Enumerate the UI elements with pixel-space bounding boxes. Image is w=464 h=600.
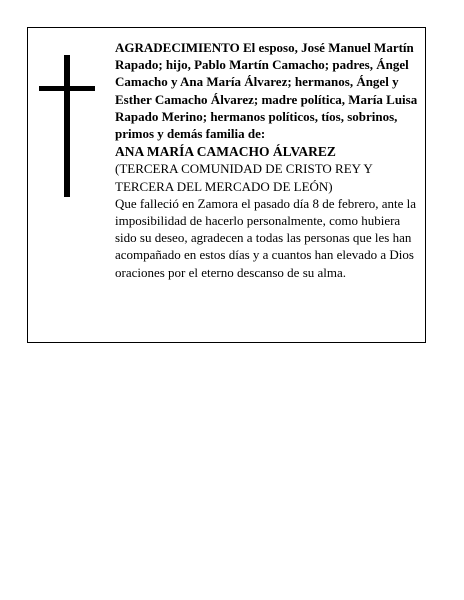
notice-text-block [115, 39, 421, 281]
cross-icon [39, 55, 95, 197]
cross-horizontal-bar [39, 86, 95, 91]
notice-heading: AGRADECIMIENTO [115, 40, 240, 55]
obituary-notice [27, 27, 426, 343]
cross-vertical-bar [64, 55, 70, 197]
notice-family-list: El esposo, José Manuel Martín Rapado; hijo, Pablo Martín Camacho; padres, Ángel Camacho y Ana María Álvarez; hermanos, Ángel y Esther Camacho Álvarez; madre política, María Luisa Rapado Merino; hermanos políticos, tíos, sobrinos, primos y demás familia de: [115, 40, 418, 142]
deceased-name: ANA MARÍA CAMACHO ÁLVAREZ [115, 144, 336, 160]
thanks-message: Que falleció en Zamora el pasado día 8 de febrero, ante la imposibilidad de hacerlo personalmente, como hubiera sido su deseo, agradecen a todas las personas que les han acompañado en estos días y a cuantos han elevado a Dios oraciones por el eterno descanso de su alma. [115, 195, 417, 280]
community-affiliation: (TERCERA COMUNIDAD DE CRISTO REY Y TERCERA DEL MERCADO DE LEÓN) [115, 161, 373, 194]
notice-intro-paragraph [115, 39, 421, 142]
